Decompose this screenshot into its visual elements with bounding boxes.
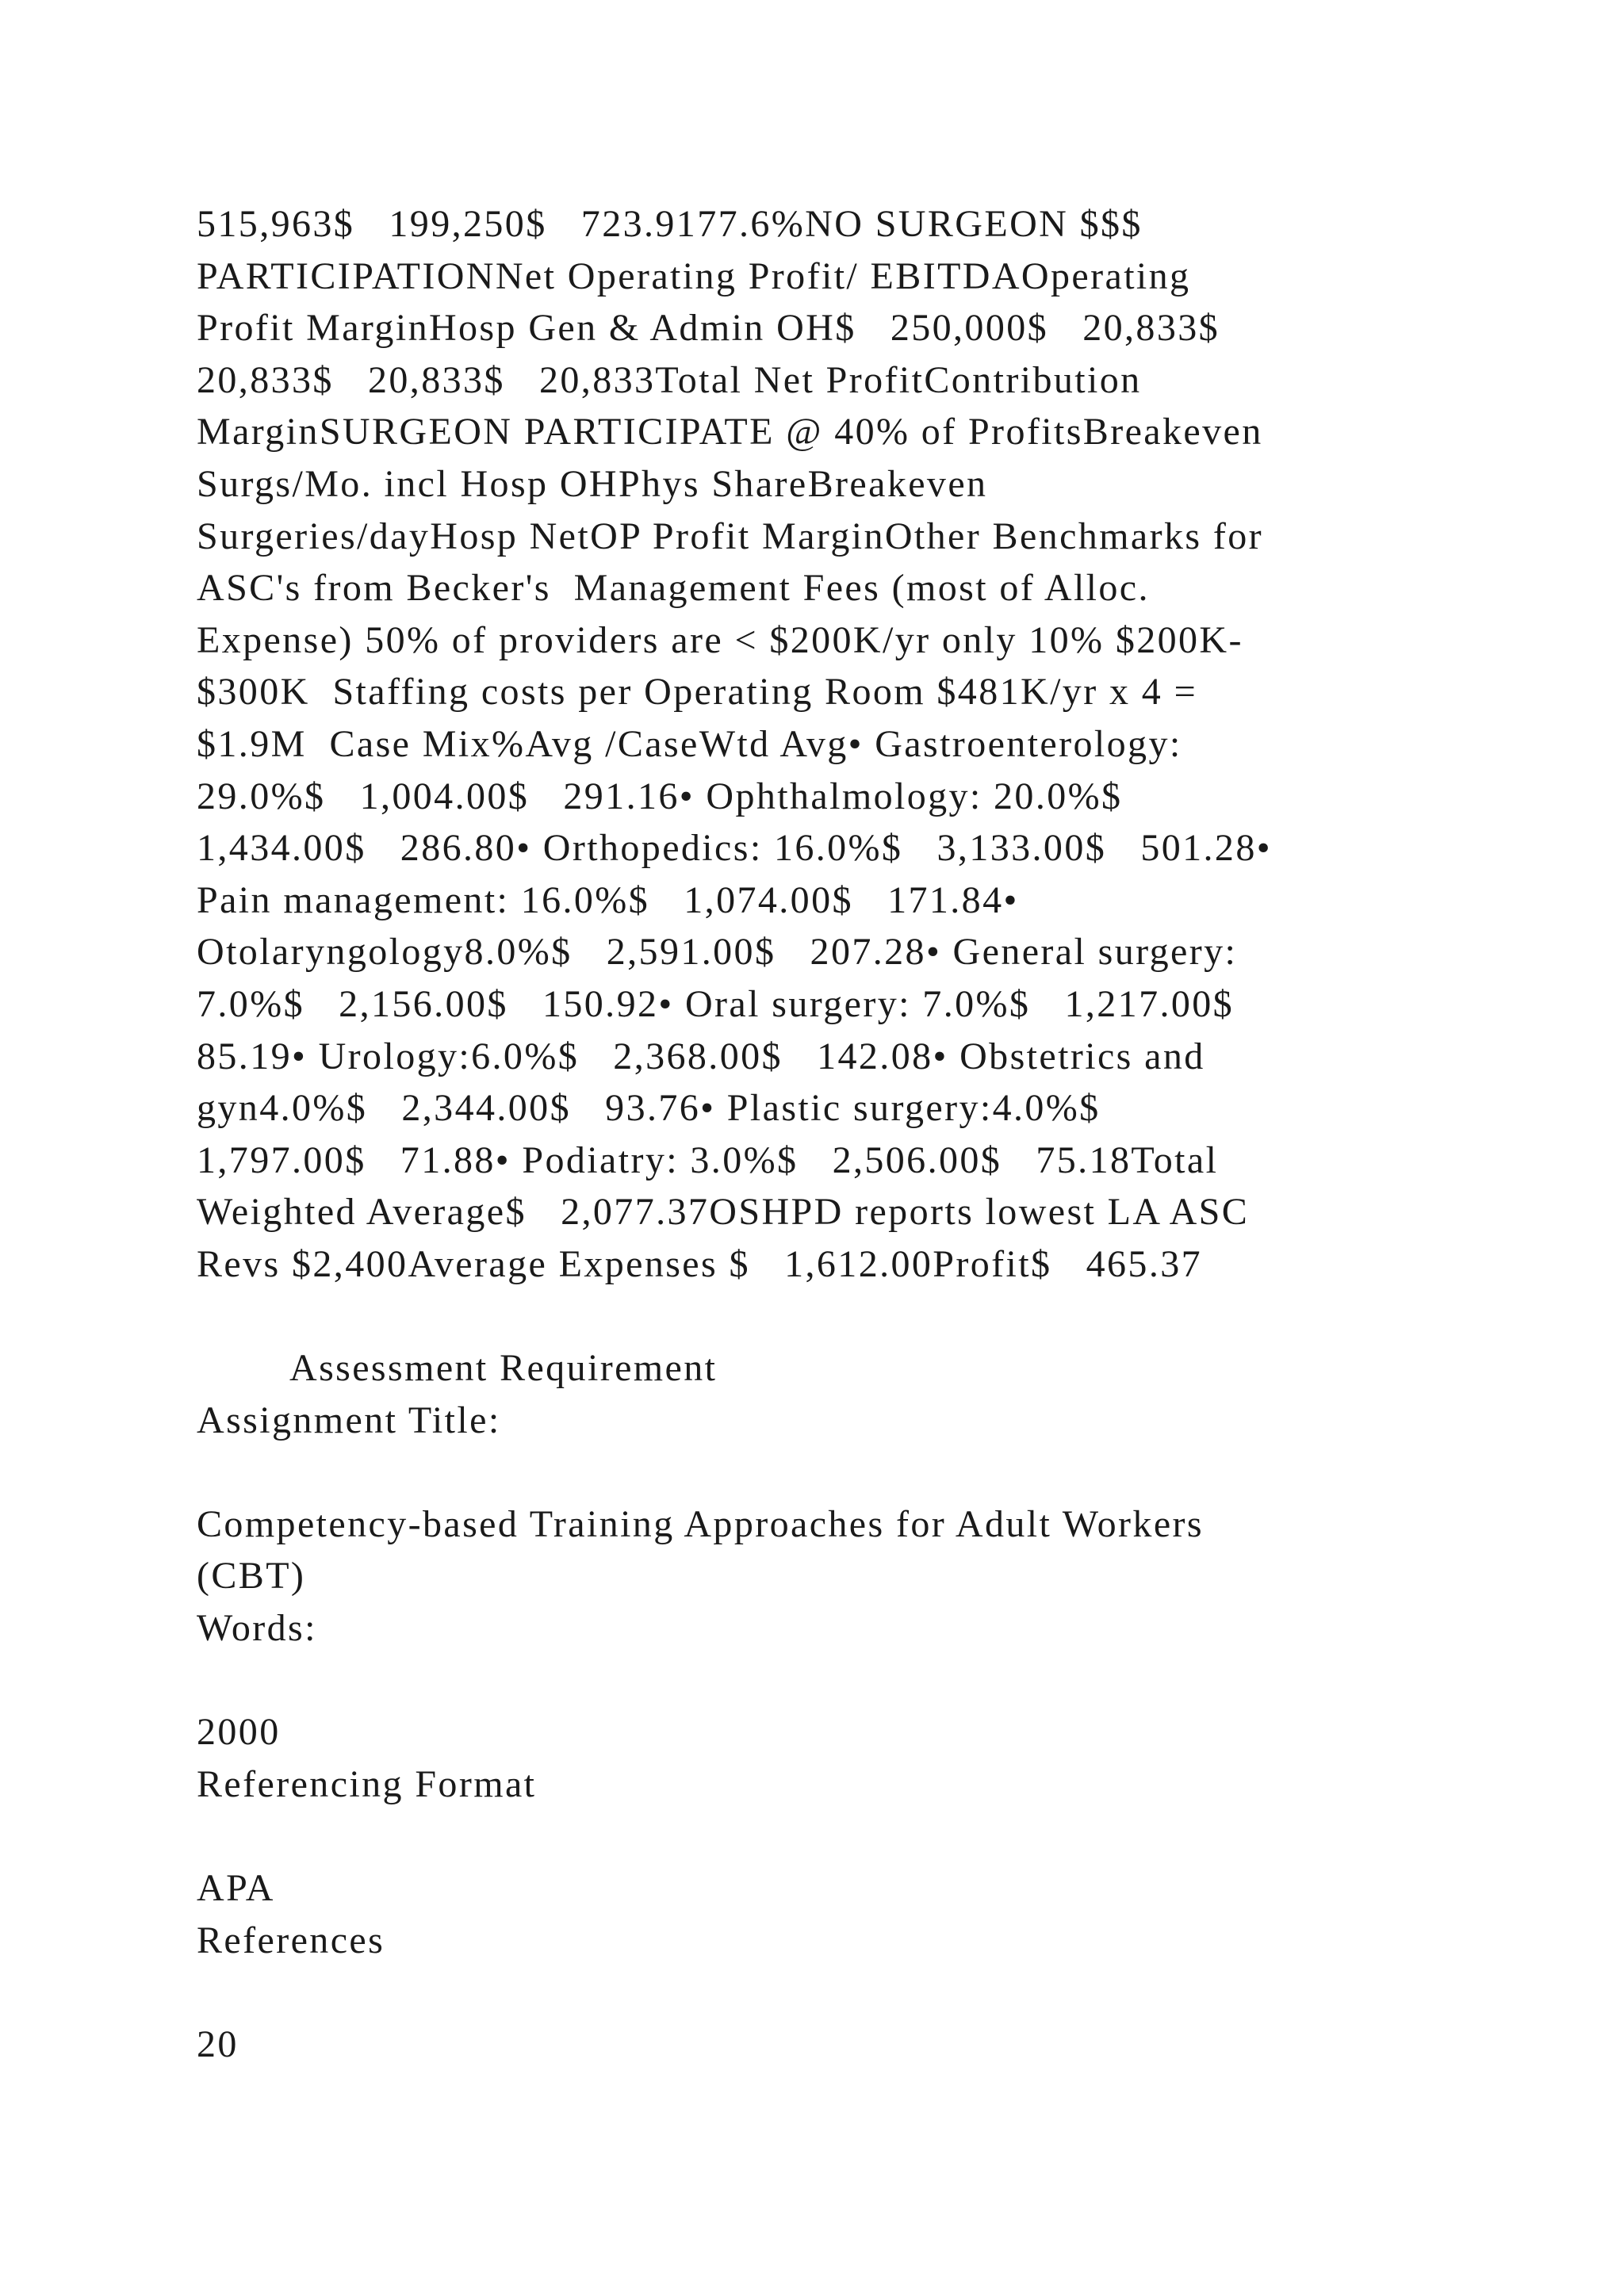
- text-line: 515,963$ 199,250$ 723.9177.6%NO SURGEON $$$: [197, 203, 1143, 245]
- words-label: Words:: [197, 1607, 317, 1650]
- text-line: Pain management: 16.0%$ 1,074.00$ 171.84•: [197, 878, 1019, 921]
- assignment-title-value-cont: (CBT): [197, 1555, 306, 1598]
- text-line: Surgs/Mo. incl Hosp OHPhys ShareBreakeven: [197, 462, 988, 505]
- text-line: gyn4.0%$ 2,344.00$ 93.76• Plastic surgery:4.0%$: [197, 1087, 1101, 1130]
- text-line: 1,434.00$ 286.80• Orthopedics: 16.0%$ 3,133.00$ 501.28•: [197, 827, 1272, 870]
- text-line: Revs $2,400Average Expenses $ 1,612.00Profit$ 465.37: [197, 1242, 1203, 1285]
- words-value: 2000: [197, 1711, 281, 1754]
- text-line: MarginSURGEON PARTICIPATE @ 40% of ProfitsBreakeven: [197, 411, 1263, 453]
- text-line: 7.0%$ 2,156.00$ 150.92• Oral surgery: 7.0%$ 1,217.00$: [197, 982, 1235, 1025]
- text-line: 1,797.00$ 71.88• Podiatry: 3.0%$ 2,506.00$ 75.18Total: [197, 1138, 1219, 1181]
- text-line: Surgeries/dayHosp NetOP Profit MarginOther Benchmarks for: [197, 515, 1264, 557]
- assignment-title-value: Competency-based Training Approaches for Adult Workers: [197, 1502, 1204, 1545]
- assessment-heading: Assessment Requirement: [289, 1347, 718, 1390]
- blank-line: [197, 1966, 1465, 2019]
- text-line: 85.19• Urology:6.0%$ 2,368.00$ 142.08• Obstetrics and: [197, 1035, 1205, 1077]
- text-line: $1.9M Case Mix%Avg /CaseWtd Avg• Gastroenterology:: [197, 722, 1182, 765]
- text-line: PARTICIPATIONNet Operating Profit/ EBITDAOperating: [197, 254, 1191, 297]
- assignment-title-label: Assignment Title:: [197, 1399, 501, 1441]
- text-line: Profit MarginHosp Gen & Admin OH$ 250,000$ 20,833$: [197, 307, 1220, 350]
- referencing-format-label: Referencing Format: [197, 1762, 537, 1805]
- referencing-format-value: APA: [197, 1867, 275, 1909]
- text-line: Expense) 50% of providers are < $200K/yr only 10% $200K-: [197, 618, 1243, 661]
- text-line: Weighted Average$ 2,077.37OSHPD reports lowest LA ASC: [197, 1191, 1250, 1234]
- text-line: 29.0%$ 1,004.00$ 291.16• Ophthalmology: 20.0%$: [197, 775, 1123, 817]
- text-line: 20,833$ 20,833$ 20,833Total Net ProfitContribution: [197, 358, 1142, 401]
- references-label: References: [197, 1919, 385, 1961]
- blank-line: [197, 1655, 1465, 1707]
- text-line: $300K Staffing costs per Operating Room $481K/yr x 4 =: [197, 671, 1198, 714]
- blank-line: [197, 1810, 1465, 1862]
- text-line: Otolaryngology8.0%$ 2,591.00$ 207.28• General surgery:: [197, 931, 1238, 974]
- document-body: [197, 198, 1465, 2070]
- text-line: ASC's from Becker's Management Fees (most of Alloc.: [197, 567, 1150, 610]
- blank-line: [197, 1446, 1465, 1498]
- references-value: 20: [197, 2022, 239, 2065]
- blank-line: [197, 1290, 1465, 1342]
